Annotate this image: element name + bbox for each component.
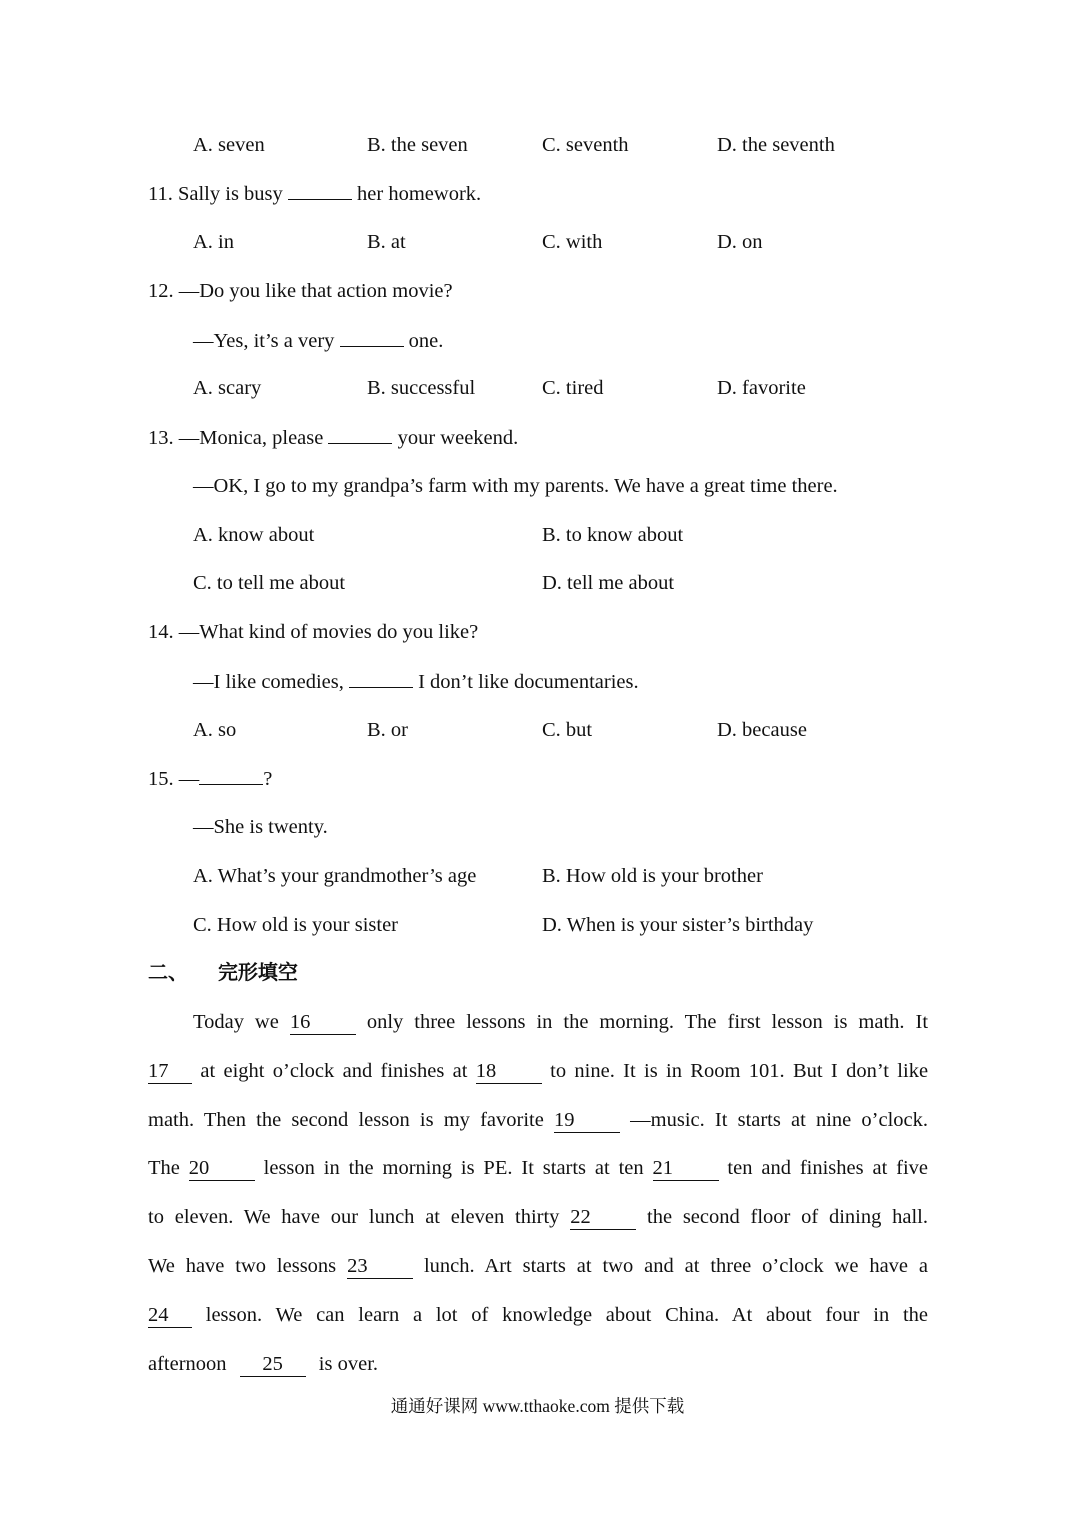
blank-19: 19 xyxy=(554,1110,620,1133)
blank-25: 25 xyxy=(240,1354,306,1377)
q15-option-d: D. When is your sister’s birthday xyxy=(542,914,814,936)
passage-text: math. Then the second lesson is my favorite xyxy=(148,1109,544,1131)
passage-text: to eleven. We have our lunch at eleven thirty xyxy=(148,1206,560,1228)
q11-blank xyxy=(288,183,352,200)
q15-option-b: B. How old is your brother xyxy=(542,865,763,887)
q15-answer: —She is twenty. xyxy=(193,816,328,838)
q12-option-b: B. successful xyxy=(367,377,476,399)
q11-option-c: C. with xyxy=(542,231,603,253)
q14-answer-pre: —I like comedies, xyxy=(193,671,344,693)
page-footer: 通通好课网 www.tthaoke.com 提供下载 xyxy=(390,1396,685,1416)
passage-text: at eight o’clock and finishes at xyxy=(200,1060,468,1082)
blank-16: 16 xyxy=(290,1012,356,1035)
q13-blank xyxy=(328,427,392,444)
passage-line-3 xyxy=(148,1110,928,1133)
passage-text: The xyxy=(148,1157,180,1179)
q15-question xyxy=(148,768,272,790)
passage-line-5 xyxy=(148,1207,928,1230)
blank-23: 23 xyxy=(347,1256,413,1279)
passage-line-1 xyxy=(193,1012,928,1035)
blank-20: 20 xyxy=(189,1158,255,1181)
section-number: 二、 xyxy=(148,960,188,984)
q11-text-pre: 11. Sally is busy xyxy=(148,183,283,205)
q12-option-a: A. scary xyxy=(193,377,262,399)
q12-blank xyxy=(340,330,404,347)
passage-text: —music. It starts at nine o’clock. xyxy=(630,1109,929,1131)
q14-option-d: D. because xyxy=(717,719,807,741)
q14-option-c: C. but xyxy=(542,719,593,741)
q11-question xyxy=(148,183,481,205)
passage-text: lunch. Art starts at two and at three o’clock we have a xyxy=(423,1255,929,1277)
passage-text: the second floor of dining hall. xyxy=(647,1206,929,1228)
q10-option-c: C. seventh xyxy=(542,134,629,156)
passage-line-2 xyxy=(148,1061,928,1084)
q15-option-a: A. What’s your grandmother’s age xyxy=(193,865,477,887)
q11-option-b: B. at xyxy=(367,231,406,253)
q13-option-c: C. to tell me about xyxy=(193,572,346,594)
q15-text-post: ? xyxy=(263,768,273,790)
blank-24: 24 xyxy=(148,1305,192,1328)
q12-answer xyxy=(193,330,443,352)
q12-option-d: D. favorite xyxy=(717,377,806,399)
q13-answer: —OK, I go to my grandpa’s farm with my parents. We have a great time there. xyxy=(193,475,838,497)
passage-text: Today we xyxy=(193,1011,279,1033)
q10-option-b: B. the seven xyxy=(367,134,468,156)
passage-text: is over. xyxy=(318,1353,379,1375)
q10-option-d: D. the seventh xyxy=(717,134,835,156)
passage-text: afternoon xyxy=(148,1353,227,1375)
blank-22: 22 xyxy=(570,1207,636,1230)
q14-answer xyxy=(193,671,639,693)
q12-answer-pre: —Yes, it’s a very xyxy=(193,330,335,352)
q14-option-b: B. or xyxy=(367,719,408,741)
q14-blank xyxy=(349,671,413,688)
q13-option-d: D. tell me about xyxy=(542,572,675,594)
q11-option-d: D. on xyxy=(717,231,763,253)
passage-line-4 xyxy=(148,1158,928,1181)
passage-line-7 xyxy=(148,1305,928,1328)
q14-question: 14. —What kind of movies do you like? xyxy=(148,621,479,643)
q13-text-post: your weekend. xyxy=(397,427,519,449)
blank-21: 21 xyxy=(653,1158,719,1181)
passage-text: ten and finishes at five xyxy=(727,1157,929,1179)
q14-option-a: A. so xyxy=(193,719,237,741)
q13-question xyxy=(148,427,518,449)
passage-text: to nine. It is in Room 101. But I don’t like xyxy=(550,1060,929,1082)
q11-text-post: her homework. xyxy=(357,183,482,205)
passage-text: only three lessons in the morning. The first lesson is math. It xyxy=(366,1011,929,1033)
q13-text-pre: 13. —Monica, please xyxy=(148,427,324,449)
blank-18: 18 xyxy=(476,1061,542,1084)
q15-text-pre: 15. — xyxy=(148,768,200,790)
blank-17: 17 xyxy=(148,1061,192,1084)
passage-line-8 xyxy=(148,1354,928,1377)
passage-text: lesson in the morning is PE. It starts at ten xyxy=(263,1157,644,1179)
passage-text: We have two lessons xyxy=(148,1255,337,1277)
q15-blank xyxy=(199,768,263,785)
q10-option-a: A. seven xyxy=(193,134,265,156)
q12-option-c: C. tired xyxy=(542,377,604,399)
section-heading xyxy=(148,962,298,982)
section-title: 完形填空 xyxy=(217,960,298,984)
passage-text: lesson. We can learn a lot of knowledge about China. At about four in the xyxy=(205,1304,929,1326)
q13-option-b: B. to know about xyxy=(542,524,684,546)
q15-option-c: C. How old is your sister xyxy=(193,914,398,936)
q12-answer-post: one. xyxy=(408,330,444,352)
q14-answer-post: I don’t like documentaries. xyxy=(418,671,639,693)
q11-option-a: A. in xyxy=(193,231,234,253)
passage-line-6 xyxy=(148,1256,928,1279)
q12-question: 12. —Do you like that action movie? xyxy=(148,280,453,302)
q13-option-a: A. know about xyxy=(193,524,315,546)
